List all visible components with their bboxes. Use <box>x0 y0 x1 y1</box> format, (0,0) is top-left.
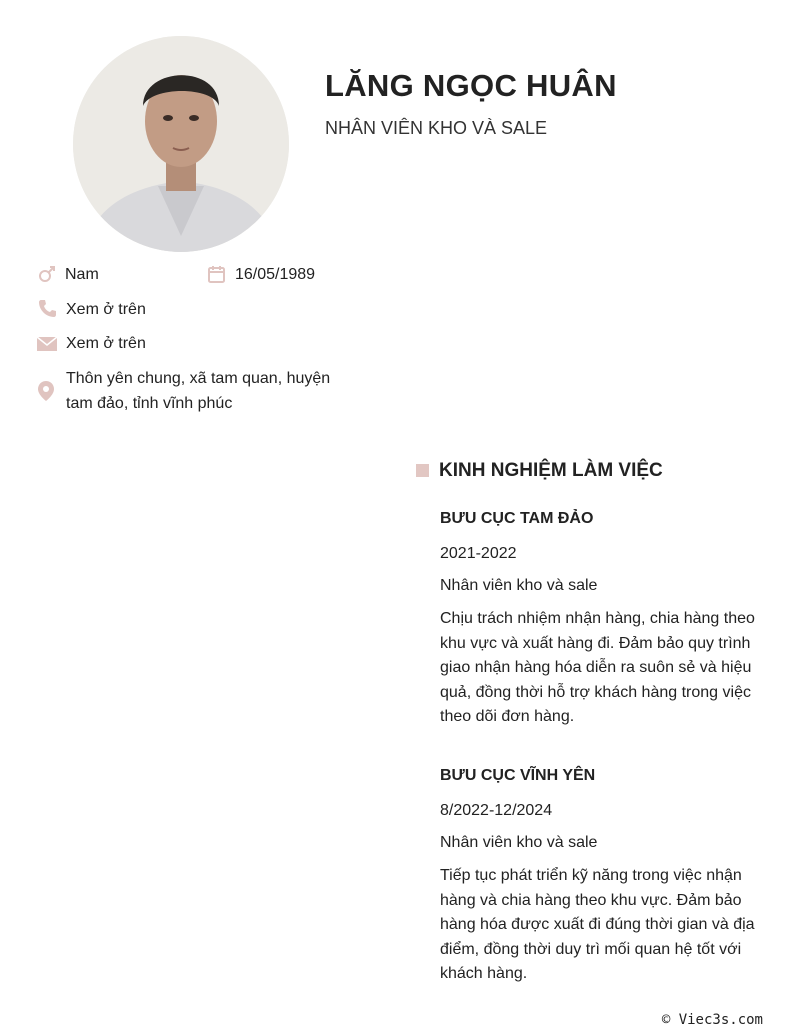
candidate-position: NHÂN VIÊN KHO VÀ SALE <box>325 118 548 138</box>
job-company: BƯU CỤC TAM ĐẢO <box>440 510 594 527</box>
person-illustration <box>73 36 289 252</box>
job-period: 2021-2022 <box>440 545 517 562</box>
job-role: Nhân viên kho và sale <box>440 834 598 851</box>
calendar-icon <box>207 264 227 284</box>
candidate-name: LĂNG NGỌC HUÂN <box>325 68 617 103</box>
job-company: BƯU CỤC VĨNH YÊN <box>440 767 596 784</box>
email-icon <box>37 334 57 354</box>
watermark: © Viec3s.com <box>661 1012 763 1028</box>
section-marker <box>416 464 429 477</box>
birthdate-value: 16/05/1989 <box>235 266 316 283</box>
phone-icon <box>37 298 57 318</box>
gender-value: Nam <box>65 266 99 283</box>
location-pin-icon <box>37 380 57 400</box>
email-value: Xem ở trên <box>66 335 146 352</box>
job-period: 8/2022-12/2024 <box>440 802 553 819</box>
phone-value: Xem ở trên <box>66 301 146 318</box>
job-entry <box>440 767 780 987</box>
gender-icon <box>37 264 57 284</box>
profile-photo <box>73 36 289 252</box>
address-value: Thôn yên chung, xã tam quan, huyện tam đảo, tỉnh vĩnh phúc <box>66 370 331 412</box>
experience-section-title: KINH NGHIỆM LÀM VIỆC <box>439 460 663 481</box>
job-description: Tiếp tục phát triển kỹ năng trong việc nhận hàng và chia hàng theo khu vực. Đảm bảo hàng hóa được xuất đi đúng thời gian và địa điểm, đồng thời duy trì mối quan hệ tốt với khách hàng. <box>440 867 755 983</box>
job-entry <box>440 510 780 730</box>
job-role: Nhân viên kho và sale <box>440 577 598 594</box>
job-description: Chịu trách nhiệm nhận hàng, chia hàng theo khu vực và xuất hàng đi. Đảm bảo quy trình giao nhận hàng hóa diễn ra suôn sẻ và hiệu quả, đồng thời hỗ trợ khách hàng trong việc theo dõi đơn hàng. <box>440 610 755 726</box>
